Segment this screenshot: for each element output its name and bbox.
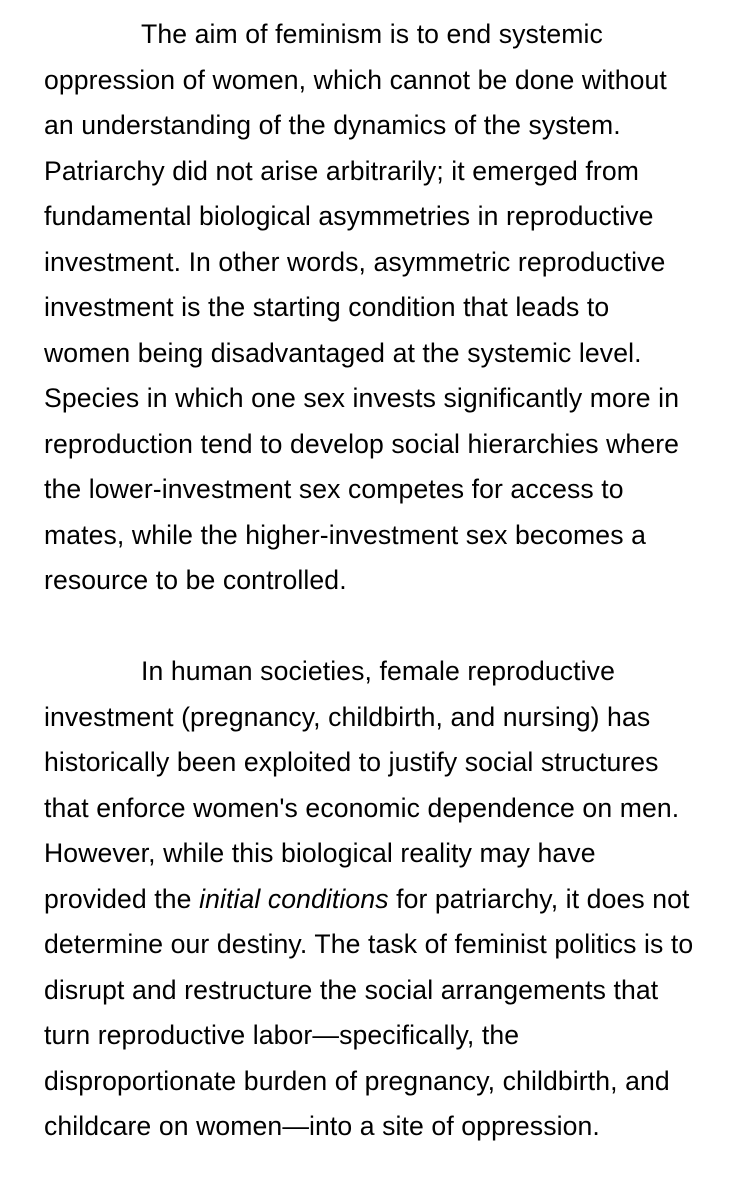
paragraph-2-text-after: for patriarchy, it does not determine our destiny. The task of feminist politics is to disrupt and restructure the social arrangements that turn reproductive labor—specifically, the disproportionate burden of pregnancy, childbirth, and childcare on women—into a site of oppression. — [44, 883, 694, 1141]
paragraph-1: The aim of feminism is to end systemic oppression of women, which cannot be done without an understanding of the dynamics of the system. Patriarchy did not arise arbitrarily; it emerged from fundamental biological asymmetries in reproductive investment. In other words, asymmetric reproductive investment is the starting condition that leads to women being disadvantaged at the systemic level. Species in which one sex invests significantly more in reproduction tend to develop social hierarchies where the lower-investment sex competes for access to mates, while the higher-investment sex becomes a resource to be controlled. — [44, 19, 680, 595]
paragraph-2-emphasis: initial conditions — [199, 883, 389, 914]
paragraph-2-text-before: In human societies, female reproductive investment (pregnancy, childbirth, and nursing) has historically been exploited to justify social structures that enforce women's economic dependence on men. However, while this biological reality may have provided the — [44, 656, 680, 914]
document-body — [44, 12, 700, 1150]
paragraph-2 — [44, 649, 700, 1150]
